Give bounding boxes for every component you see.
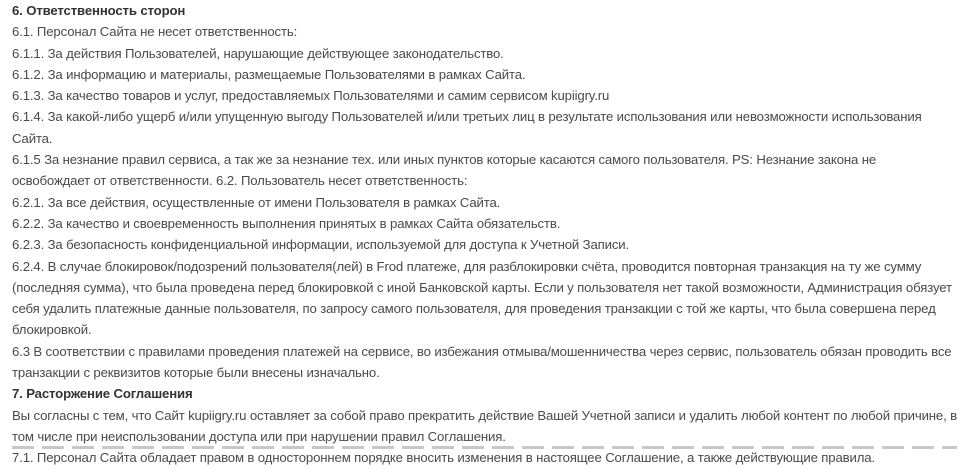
termination-intro: Вы согласны с тем, что Сайт kupiigry.ru оставляет за собой право прекратить действие Вашей Учетной записи и удалить любой контент по любой причине, в том числе при неиспользовании доступа или при нарушении правил Соглашения. [12,407,957,444]
clause-6-1: 6.1. Персонал Сайта не несет ответственность: [12,24,298,40]
clause-7-1: 7.1. Персонал Сайта обладает правом в одностороннем порядке вносить изменения в настоящее Соглашение, а также действующие правила. [12,450,875,466]
clause-6-1-3: 6.1.3. За качество товаров и услуг, предоставляемых Пользователями и самим сервисом kupiigry.ru [12,88,610,104]
cropped-text-fragment [12,446,957,449]
clause-6-1-5: 6.1.5 За незнание правил сервиса, а так же за незнание тех. или иных пунктов которые касаются самого пользователя. PS: Незнание закона не освобождает от ответственности. 6.2. Пользователь несет ответственность: [12,152,877,189]
clause-6-1-2: 6.1.2. За информацию и материалы, размещаемые Пользователями в рамках Сайта. [12,66,526,82]
clause-6-2-1: 6.2.1. За все действия, осуществленные от имени Пользователя в рамках Сайта. [12,194,501,210]
clause-6-2-2: 6.2.2. За качество и своевременность выполнения принятых в рамках Сайта обязательств. [12,215,561,231]
section-7-heading: 7. Расторжение Соглашения [12,386,193,402]
cropped-next-line [12,440,957,453]
section-6-heading: 6. Ответственность сторон [12,3,186,18]
terms-document [12,0,957,469]
clause-6-2-4: 6.2.4. В случае блокировок/подозрений пользователя(лей) в Frod платеже, для разблокировки счёта, проводится повторная транзакция на ту же сумму (последняя сумма), что была проведена перед блокировкой с иной Банковской карты. Если у пользователя нет такой возможности, Администрация обязует себя удалить платежные данные пользователя, по запросу самого пользователя, для проведения транзакции с той же карты, что была совершена перед блокировкой. [12,258,952,338]
clause-6-1-1: 6.1.1. За действия Пользователей, нарушающие действующее законодательство. [12,45,504,61]
clause-6-1-4: 6.1.4. За какой-либо ущерб и/или упущенную выгоду Пользователей и/или третьих лиц в результате использования или невозможности использования Сайта. [12,109,922,146]
clause-6-3: 6.3 В соответствии с правилами проведения платежей на сервисе, во избежания отмыва/мошенничества через сервис, пользователь обязан проводить все транзакции с реквизитов которые были внесены изначально. [12,343,952,381]
clause-6-2-3: 6.2.3. За безопасность конфиденциальной информации, используемой для доступа к Учетной Записи. [12,237,630,253]
